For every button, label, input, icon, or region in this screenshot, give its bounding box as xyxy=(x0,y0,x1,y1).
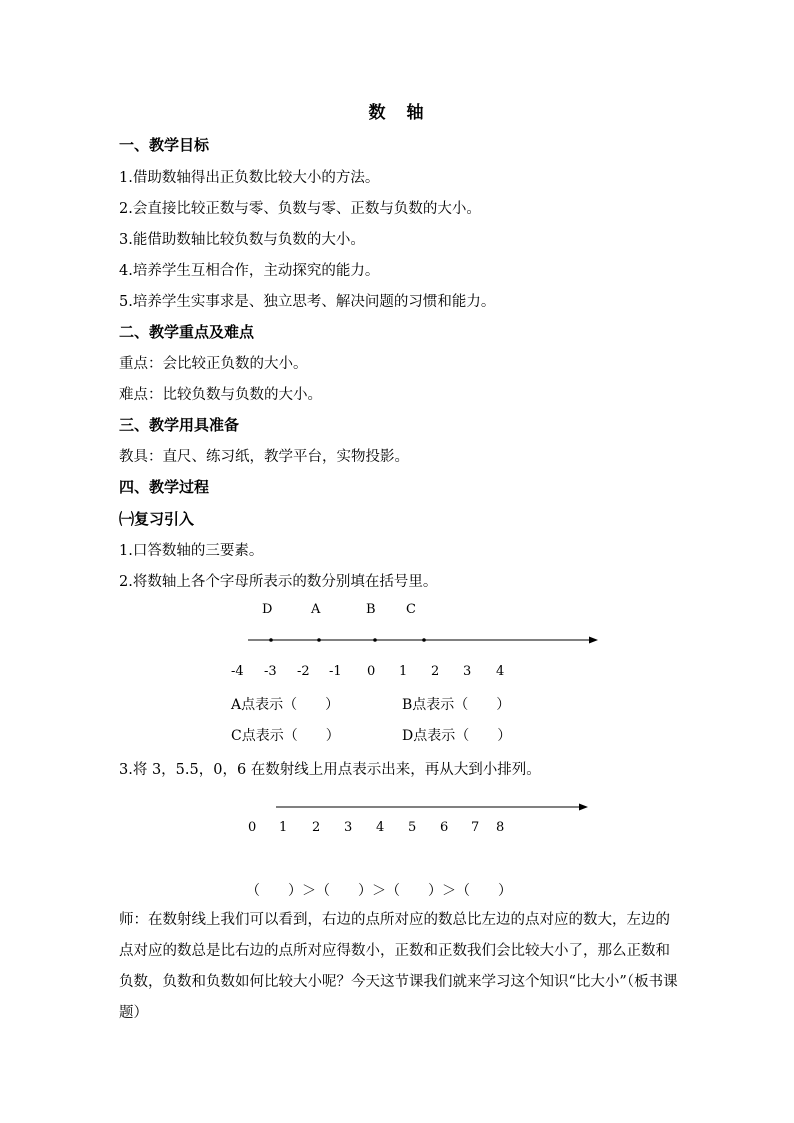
point-a xyxy=(317,638,321,642)
axis1-tick: -2 xyxy=(297,664,310,679)
axis1-tick: 0 xyxy=(367,664,376,679)
axis2-tick: 0 xyxy=(248,820,257,835)
number-line-1-arrow xyxy=(589,637,598,644)
question-2: 2.将数轴上各个字母所表示的数分别填在括号里。 xyxy=(119,574,438,590)
axis1-letter-b: B xyxy=(366,602,376,617)
fill-b: B点表示（ ） xyxy=(402,697,511,713)
teacher-paragraph: 师：在数射线上我们可以看到，右边的点所对应的数总比左边的点对应的数大，左边的点对应的数总是比右边的点所对应得数小，正数和正数我们会比较大小了，那么正数和负数，负数和负数如何比较大小呢？今天这节课我们就来学习这个知识“比大小”（板书课题） xyxy=(119,912,678,1021)
objective-item-3: 3.能借助数轴比较负数与负数的大小。 xyxy=(119,232,365,248)
order-blanks: （ ）＞（ ）＞（ ）＞（ ） xyxy=(246,883,512,899)
question-3: 3.将 3，5.5，0，6 在数射线上用点表示出来，再从大到小排列。 xyxy=(119,762,541,778)
axis2-tick: 3 xyxy=(344,820,353,835)
tools-text: 教具：直尺、练习纸，教学平台，实物投影。 xyxy=(119,449,409,465)
section-heading-key-points: 二、教学重点及难点 xyxy=(119,323,255,341)
axis1-letter-d: D xyxy=(262,602,273,617)
point-b xyxy=(373,638,377,642)
axis1-tick: -3 xyxy=(264,664,277,679)
section-heading-process: 四、教学过程 xyxy=(119,478,210,496)
subsection-review: ㈠复习引入 xyxy=(119,510,195,528)
axis1-letter-c: C xyxy=(406,602,416,617)
axis2-tick: 1 xyxy=(279,820,288,835)
number-ray-2-arrow xyxy=(579,804,588,811)
fill-a: A点表示（ ） xyxy=(231,697,340,713)
axis2-tick: 5 xyxy=(408,820,417,835)
axis1-letter-a: A xyxy=(311,602,321,617)
axis1-tick: 3 xyxy=(463,664,472,679)
question-1: 1.口答数轴的三要素。 xyxy=(119,543,264,559)
axis2-tick: 7 xyxy=(471,820,480,835)
section-heading-tools: 三、教学用具准备 xyxy=(119,416,240,434)
fill-d: D点表示（ ） xyxy=(402,728,512,744)
axis1-tick: -1 xyxy=(329,664,342,679)
point-d xyxy=(269,638,273,642)
objective-item-4: 4.培养学生互相合作，主动探究的能力。 xyxy=(119,263,380,279)
axis1-tick: 4 xyxy=(496,664,505,679)
fill-c: C点表示（ ） xyxy=(231,728,340,744)
objective-item-1: 1.借助数轴得出正负数比较大小的方法。 xyxy=(119,170,380,186)
objective-item-2: 2.会直接比较正数与零、负数与零、正数与负数的大小。 xyxy=(119,201,481,217)
axis2-tick: 6 xyxy=(440,820,449,835)
axis1-tick: 2 xyxy=(431,664,440,679)
axis2-tick: 2 xyxy=(312,820,321,835)
key-point: 重点：会比较正负数的大小。 xyxy=(119,356,308,372)
difficult-point: 难点：比较负数与负数的大小。 xyxy=(119,387,322,403)
objective-item-5: 5.培养学生实事求是、独立思考、解决问题的习惯和能力。 xyxy=(119,294,496,310)
axis1-tick: 1 xyxy=(399,664,408,679)
axis2-tick: 4 xyxy=(376,820,385,835)
axis1-tick: -4 xyxy=(231,664,244,679)
page-title: 数 轴 xyxy=(368,103,426,123)
point-c xyxy=(422,638,426,642)
section-heading-objectives: 一、教学目标 xyxy=(119,136,210,154)
axis2-tick: 8 xyxy=(496,820,505,835)
